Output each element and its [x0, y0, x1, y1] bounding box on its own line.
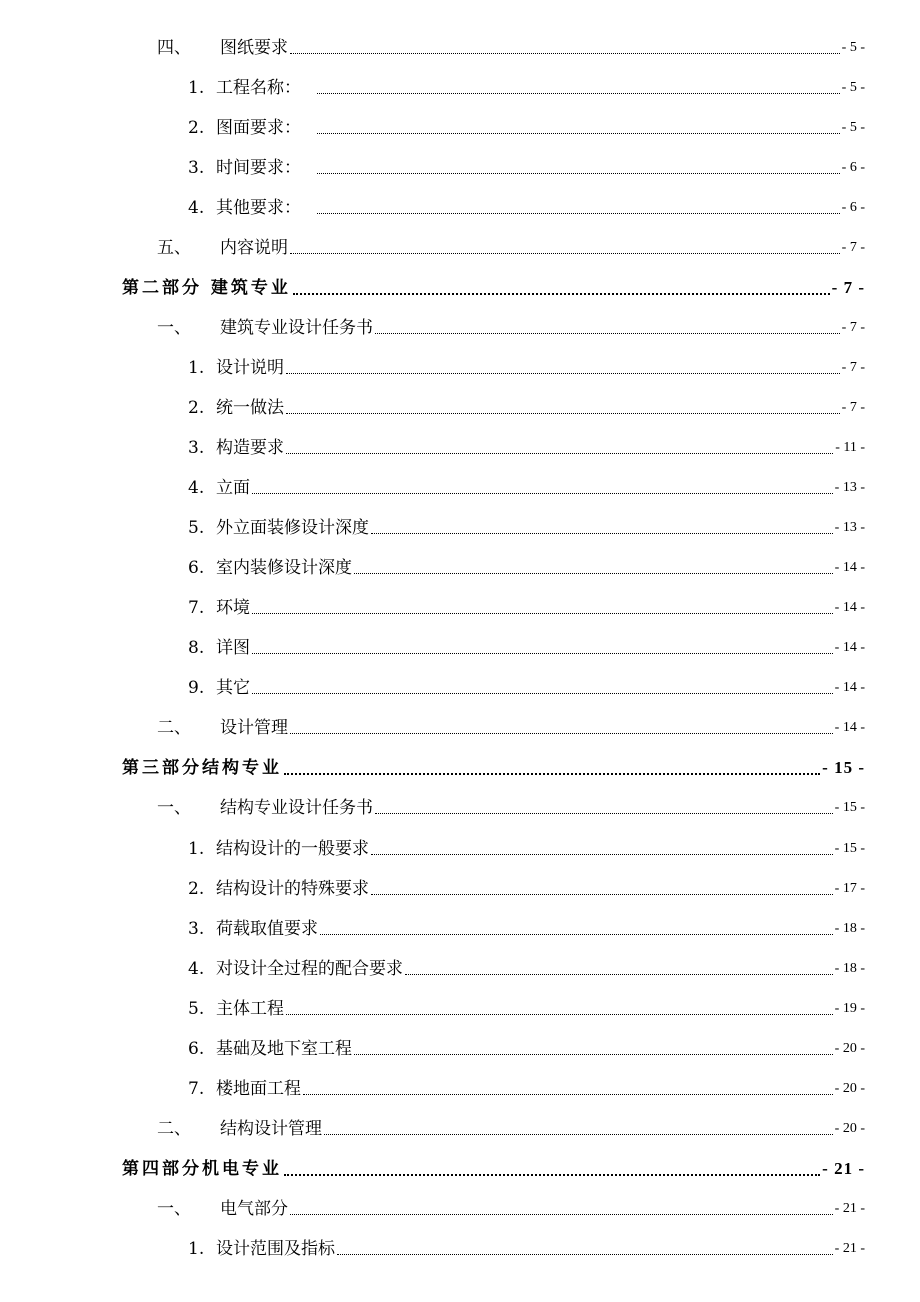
dot-leader [286, 453, 833, 454]
entry-number: 6. [188, 1039, 205, 1059]
toc-entry[interactable] [0, 633, 920, 659]
dot-leader [317, 93, 840, 94]
dot-leader [252, 693, 833, 694]
entry-page-number: - 20 - [834, 1121, 865, 1136]
entry-page-number: - 13 - [834, 480, 865, 495]
dot-leader [252, 613, 833, 614]
part-page-number: - 15 - [822, 758, 865, 777]
entry-title: 统一做法 [216, 398, 284, 418]
toc-part-heading[interactable] [0, 273, 920, 299]
dot-leader [317, 213, 840, 214]
part-title: 第三部分结构专业 [122, 758, 282, 778]
dot-leader [354, 573, 833, 574]
part-page-number: - 21 - [822, 1159, 865, 1178]
entry-number: 2. [188, 118, 205, 138]
toc-entry[interactable] [0, 313, 920, 339]
dot-leader [286, 413, 840, 414]
entry-number: 3. [188, 438, 205, 458]
entry-title: 结构设计的一般要求 [216, 839, 369, 859]
toc-entry[interactable] [0, 233, 920, 259]
entry-title: 主体工程 [216, 999, 284, 1019]
toc-entry[interactable] [0, 33, 920, 59]
entry-number: 6. [188, 558, 205, 578]
entry-title: 电气部分 [220, 1199, 288, 1219]
dot-leader [290, 1214, 833, 1215]
dot-leader [405, 974, 833, 975]
entry-title: 立面 [216, 478, 250, 498]
entry-page-number: - 7 - [841, 320, 865, 335]
dot-leader [290, 253, 840, 254]
entry-title: 外立面装修设计深度 [216, 518, 369, 538]
entry-number: 二、 [157, 718, 191, 738]
dot-leader [252, 653, 833, 654]
entry-number: 4. [188, 478, 205, 498]
toc-entry[interactable] [0, 994, 920, 1020]
entry-title: 设计说明 [216, 358, 284, 378]
entry-number: 7. [188, 598, 205, 618]
entry-page-number: - 14 - [834, 560, 865, 575]
entry-number: 5. [188, 999, 205, 1019]
toc-entry[interactable] [0, 73, 920, 99]
entry-title: 环境 [216, 598, 250, 618]
entry-page-number: - 11 - [835, 440, 865, 455]
toc-entry[interactable] [0, 193, 920, 219]
dot-leader [371, 894, 833, 895]
toc-entry[interactable] [0, 713, 920, 739]
entry-number: 一、 [157, 318, 191, 338]
toc-entry[interactable] [0, 433, 920, 459]
dot-leader [290, 733, 833, 734]
entry-number: 8. [188, 638, 205, 658]
entry-page-number: - 7 - [841, 360, 865, 375]
entry-title: 内容说明 [220, 238, 288, 258]
entry-title: 基础及地下室工程 [216, 1039, 352, 1059]
entry-title: 结构专业设计任务书 [220, 798, 373, 818]
entry-title: 设计范围及指标 [216, 1239, 335, 1259]
entry-number: 4. [188, 959, 205, 979]
entry-page-number: - 17 - [834, 881, 865, 896]
entry-number: 7. [188, 1079, 205, 1099]
toc-entry[interactable] [0, 1074, 920, 1100]
entry-page-number: - 14 - [834, 600, 865, 615]
entry-title: 其它 [216, 678, 250, 698]
entry-page-number: - 20 - [834, 1081, 865, 1096]
entry-page-number: - 7 - [841, 240, 865, 255]
entry-number: 3. [188, 158, 205, 178]
dot-leader [286, 1014, 833, 1015]
entry-number: 5. [188, 518, 205, 538]
toc-entry[interactable] [0, 874, 920, 900]
entry-page-number: - 18 - [834, 921, 865, 936]
entry-number: 一、 [157, 798, 191, 818]
entry-page-number: - 14 - [834, 640, 865, 655]
entry-number: 3. [188, 919, 205, 939]
entry-number: 9. [188, 678, 205, 698]
dot-leader [371, 533, 833, 534]
toc-entry[interactable] [0, 1194, 920, 1220]
dot-leader [371, 854, 833, 855]
toc-entry[interactable] [0, 834, 920, 860]
toc-entry[interactable] [0, 473, 920, 499]
entry-number: 五、 [157, 238, 191, 258]
toc-part-heading[interactable] [0, 1154, 920, 1180]
entry-page-number: - 14 - [834, 680, 865, 695]
entry-title: 图面要求： [216, 118, 301, 138]
entry-number: 1. [188, 358, 205, 378]
entry-page-number: - 13 - [834, 520, 865, 535]
entry-page-number: - 21 - [834, 1201, 865, 1216]
entry-page-number: - 15 - [834, 841, 865, 856]
dot-leader [252, 493, 833, 494]
entry-number: 四、 [157, 38, 191, 58]
toc-entry[interactable] [0, 553, 920, 579]
dot-leader [284, 1174, 820, 1176]
dot-leader [375, 333, 840, 334]
toc-entry[interactable] [0, 914, 920, 940]
entry-number: 1. [188, 78, 205, 98]
entry-title: 对设计全过程的配合要求 [216, 959, 403, 979]
toc-entry[interactable] [0, 593, 920, 619]
entry-page-number: - 18 - [834, 961, 865, 976]
dot-leader [317, 133, 840, 134]
entry-page-number: - 6 - [841, 200, 865, 215]
toc-entry[interactable] [0, 393, 920, 419]
dot-leader [293, 293, 830, 295]
dot-leader [337, 1254, 833, 1255]
entry-page-number: - 15 - [834, 800, 865, 815]
entry-title: 荷载取值要求 [216, 919, 318, 939]
entry-number: 2. [188, 879, 205, 899]
entry-title: 结构设计管理 [220, 1119, 322, 1139]
entry-title: 其他要求： [216, 198, 301, 218]
entry-number: 一、 [157, 1199, 191, 1219]
toc-entry[interactable] [0, 954, 920, 980]
toc-part-heading[interactable] [0, 753, 920, 779]
part-title: 第四部分机电专业 [122, 1159, 282, 1179]
entry-title: 室内装修设计深度 [216, 558, 352, 578]
entry-number: 1. [188, 839, 205, 859]
dot-leader [375, 813, 833, 814]
entry-title: 详图 [216, 638, 250, 658]
entry-page-number: - 5 - [841, 40, 865, 55]
dot-leader [324, 1134, 833, 1135]
entry-title: 设计管理 [220, 718, 288, 738]
toc-entry[interactable] [0, 1234, 920, 1260]
entry-page-number: - 21 - [834, 1241, 865, 1256]
entry-title: 构造要求 [216, 438, 284, 458]
entry-page-number: - 7 - [841, 400, 865, 415]
dot-leader [284, 773, 820, 775]
dot-leader [286, 373, 840, 374]
toc-entry[interactable] [0, 113, 920, 139]
toc-entry[interactable] [0, 673, 920, 699]
entry-title: 建筑专业设计任务书 [220, 318, 373, 338]
entry-title: 楼地面工程 [216, 1079, 301, 1099]
toc-entry[interactable] [0, 153, 920, 179]
entry-page-number: - 5 - [841, 120, 865, 135]
entry-page-number: - 14 - [834, 720, 865, 735]
entry-title: 图纸要求 [220, 38, 288, 58]
dot-leader [303, 1094, 833, 1095]
toc-entry[interactable] [0, 513, 920, 539]
entry-title: 结构设计的特殊要求 [216, 879, 369, 899]
toc-entry[interactable] [0, 793, 920, 819]
entry-number: 4. [188, 198, 205, 218]
entry-title: 时间要求： [216, 158, 301, 178]
toc-entry[interactable] [0, 1114, 920, 1140]
dot-leader [317, 173, 840, 174]
entry-page-number: - 19 - [834, 1001, 865, 1016]
part-title: 第二部分 建筑专业 [122, 278, 291, 298]
toc-entry[interactable] [0, 1034, 920, 1060]
entry-title: 工程名称： [216, 78, 301, 98]
toc-entry[interactable] [0, 353, 920, 379]
part-page-number: - 7 - [831, 278, 865, 297]
entry-number: 1. [188, 1239, 205, 1259]
entry-page-number: - 20 - [834, 1041, 865, 1056]
dot-leader [290, 53, 840, 54]
entry-page-number: - 5 - [841, 80, 865, 95]
dot-leader [354, 1054, 833, 1055]
entry-page-number: - 6 - [841, 160, 865, 175]
dot-leader [320, 934, 833, 935]
entry-number: 2. [188, 398, 205, 418]
entry-number: 二、 [157, 1119, 191, 1139]
